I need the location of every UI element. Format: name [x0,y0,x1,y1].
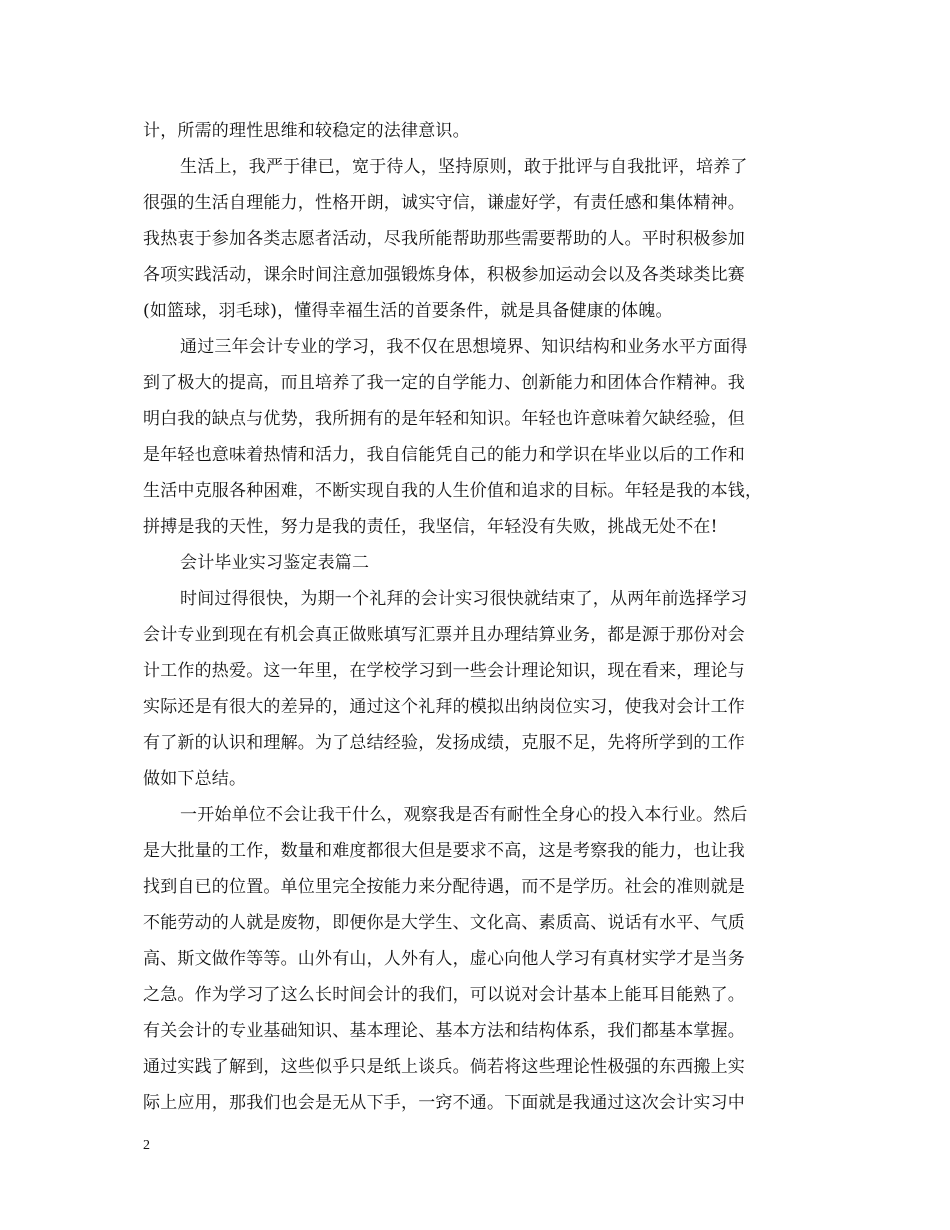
text-line: 会计专业到现在有机会真正做账填写汇票并且办理结算业务，都是源于那份对会 [143,625,745,645]
text-line: 到了极大的提高，而且培养了我一定的自学能力、创新能力和团体合作精神。我 [143,373,745,393]
text-line: 是年轻也意味着热情和活力，我自信能凭自己的能力和学识在毕业以后的工作和 [143,445,745,465]
text-line: 是大批量的工作，数量和难度都很大但是要求不高，这是考察我的能力，也让我 [143,841,745,861]
paragraph-first-line: 生活上，我严于律已，宽于待人，坚持原则，敢于批评与自我批评，培养了 [180,157,748,177]
text-line: 有了新的认识和理解。为了总结经验，发扬成绩，克服不足，先将所学到的工作 [143,733,745,753]
text-line: 实际还是有很大的差异的，通过这个礼拜的模拟出纳岗位实习，使我对会计工作 [143,697,745,717]
text-line: 之急。作为学习了这么长时间会计的我们，可以说对会计基本上能耳目能熟了。 [143,985,745,1005]
text-line: 际上应用，那我们也会是无从下手，一窍不通。下面就是我通过这次会计实习中 [143,1093,745,1113]
text-line: 明白我的缺点与优势，我所拥有的是年轻和知识。年轻也许意味着欠缺经验，但 [143,409,745,429]
paragraph-first-line: 一开始单位不会让我干什么，观察我是否有耐性全身心的投入本行业。然后 [180,805,748,825]
text-line: 通过实践了解到，这些似乎只是纸上谈兵。倘若将这些理论性极强的东西搬上实 [143,1057,745,1077]
text-line: 计工作的热爱。这一年里，在学校学习到一些会计理论知识，现在看来，理论与 [143,661,745,681]
text-line: 很强的生活自理能力，性格开朗，诚实守信，谦虚好学，有责任感和集体精神。 [143,193,745,213]
text-line: 计，所需的理性思维和较稳定的法律意识。 [143,121,470,141]
text-line: 生活中克服各种困难，不断实现自我的人生价值和追求的目标。年轻是我的本钱， [143,481,763,501]
paragraph-first-line: 通过三年会计专业的学习，我不仅在思想境界、知识结构和业务水平方面得 [180,337,748,357]
text-line: 拼搏是我的天性，努力是我的责任，我坚信，年轻没有失败，挑战无处不在! [143,517,718,537]
section-heading: 会计毕业实习鉴定表篇二 [180,553,370,573]
text-line: 不能劳动的人就是废物，即便你是大学生、文化高、素质高、说话有水平、气质 [143,913,745,933]
text-line: (如篮球，羽毛球)，懂得幸福生活的首要条件，就是具备健康的体魄。 [143,301,673,321]
text-line: 做如下总结。 [143,769,247,789]
page-number: 2 [143,1138,150,1153]
text-line: 各项实践活动，课余时间注意加强锻炼身体，积极参加运动会以及各类球类比赛 [143,265,745,285]
text-line: 高、斯文做作等等。山外有山，人外有人，虚心向他人学习有真材实学才是当务 [143,949,745,969]
text-line: 找到自已的位置。单位里完全按能力来分配待遇，而不是学历。社会的准则就是 [143,877,745,897]
paragraph-first-line: 时间过得很快，为期一个礼拜的会计实习很快就结束了，从两年前选择学习 [180,589,748,609]
text-line: 有关会计的专业基础知识、基本理论、基本方法和结构体系，我们都基本掌握。 [143,1021,745,1041]
text-line: 我热衷于参加各类志愿者活动，尽我所能帮助那些需要帮助的人。平时积极参加 [143,229,745,249]
